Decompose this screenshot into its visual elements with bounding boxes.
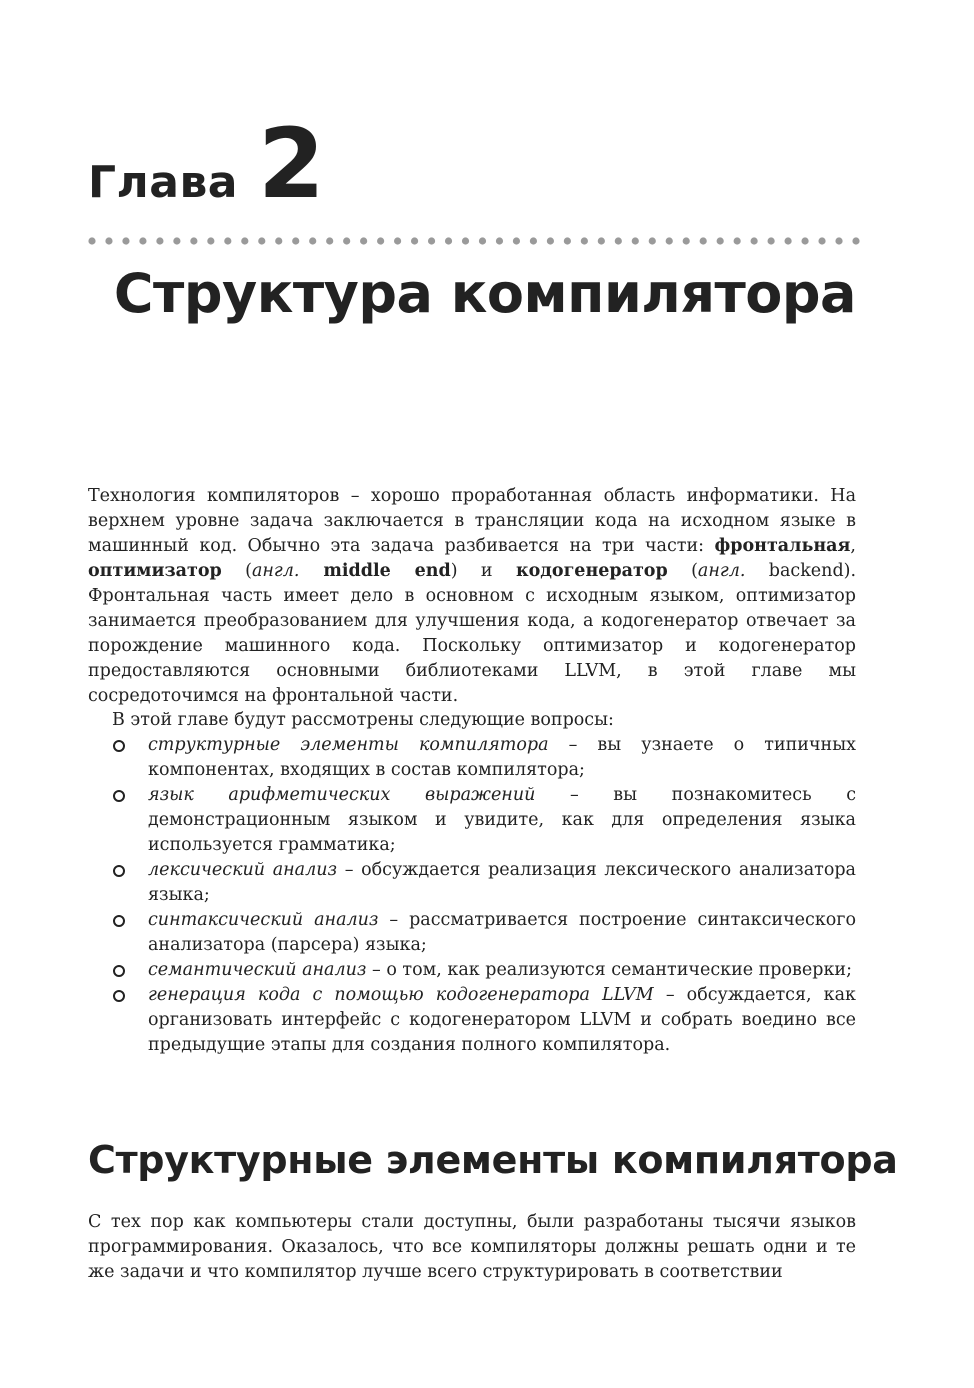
section-paragraph: С тех пор как компьютеры стали доступны, были разработаны тысячи языков программирования. Оказалось, что все компиляторы должны решать одни и те же задачи и что компилятор лучше всего структурировать в соответствии [88, 1212, 856, 1282]
divider-dot [326, 237, 333, 244]
divider-dot [122, 237, 129, 244]
divider-dot [581, 237, 588, 244]
topic-desc: – вы узнаете о типичных компонентах, входящих в состав компилятора; [148, 735, 856, 780]
divider-dot [173, 237, 180, 244]
divider-dot [241, 237, 248, 244]
divider-dot [309, 237, 316, 244]
divider-dot [275, 237, 282, 244]
list-item [88, 983, 856, 1058]
topic-term: семантический анализ [148, 960, 367, 980]
topic-term: структурные элементы компилятора [148, 735, 549, 755]
paren-open: ( [221, 561, 252, 581]
intro-text-b: Фронтальная часть имеет дело в основном с исходным языком, оптимизатор занимается преобразованием для улучшения кода, а кодогенератор отвечает за порождение машинного кода. Поскольку оптимизатор и кодогенератор предоставляются основными библиотеками LLVM, в этой главе мы сосредоточимся на фронтальной части. [88, 586, 856, 706]
divider-dot [428, 237, 435, 244]
divider-dot [717, 237, 724, 244]
divider-dot [547, 237, 554, 244]
chapter-label: Глава [88, 157, 238, 208]
divider-dot [768, 237, 775, 244]
divider-dot [258, 237, 265, 244]
divider-dot [818, 237, 825, 244]
divider-dot [649, 237, 656, 244]
term-optimizer: оптимизатор [88, 561, 222, 581]
divider-dot [683, 237, 690, 244]
divider-dot [207, 237, 214, 244]
divider-dot [445, 237, 452, 244]
separator: , [850, 536, 856, 556]
divider-dot [105, 237, 112, 244]
divider-dot [190, 237, 197, 244]
list-item [88, 783, 856, 858]
divider-dot [700, 237, 707, 244]
divider-dot [632, 237, 639, 244]
divider-dot [496, 237, 503, 244]
circle-bullet-icon [113, 915, 125, 927]
topic-desc: – рассматривается построение синтаксического анализатора (парсера) языка; [148, 910, 856, 955]
circle-bullet-icon [113, 790, 125, 802]
divider-dot [377, 237, 384, 244]
intro-text-a: Технология компиляторов – хорошо проработанная область информатики. На верхнем уровне задача заключается в трансляции кода на исходном языке в машинный код. Обычно эта задача разбивается на три части: [88, 486, 856, 556]
divider-dot [343, 237, 350, 244]
divider-dot [479, 237, 486, 244]
divider-dot [292, 237, 299, 244]
topic-list [88, 733, 856, 1058]
topic-desc: – обсуждается, как организовать интерфейс с кодогенератором LLVM и собрать воедино все предыдущие этапы для создания полного компилятора. [148, 985, 856, 1055]
divider-dot [411, 237, 418, 244]
term-codegen: кодогенератор [515, 561, 668, 581]
topic-term: синтаксический анализ [148, 910, 379, 930]
topic-term: генерация кода с помощью кодогенератора LLVM [148, 985, 654, 1005]
divider-dot [462, 237, 469, 244]
divider-dot [615, 237, 622, 244]
intro-paragraph [88, 484, 856, 709]
list-lead: В этой главе будут рассмотрены следующие вопросы: [112, 710, 614, 730]
chapter-title: Структура компилятора [113, 262, 856, 325]
paren-close-and: ) и [450, 561, 516, 581]
topic-term: лексический анализ [148, 860, 338, 880]
term-backend: backend). [745, 561, 857, 581]
divider-dot [734, 237, 741, 244]
divider-dot [530, 237, 537, 244]
list-item [88, 733, 856, 783]
topic-desc: – обсуждается реализация лексического анализатора языка; [148, 860, 856, 905]
list-item [88, 858, 856, 908]
divider-dot [224, 237, 231, 244]
topic-desc: – о том, как реализуются семантические проверки; [366, 960, 852, 980]
divider-dot [666, 237, 673, 244]
circle-bullet-icon [113, 990, 125, 1002]
dotted-divider [88, 236, 860, 246]
list-item [88, 908, 856, 958]
divider-dot [360, 237, 367, 244]
divider-dot [513, 237, 520, 244]
section-heading: Структурные элементы компилятора [88, 1138, 898, 1182]
english-abbr: англ. [251, 561, 300, 581]
list-item [88, 958, 856, 983]
divider-dot [784, 237, 791, 244]
topic-term: язык арифметических выражений [148, 785, 536, 805]
divider-dot [156, 237, 163, 244]
divider-dot [139, 237, 146, 244]
divider-dot [835, 237, 842, 244]
chapter-number: 2 [258, 108, 325, 220]
term-frontend: фронтальная [714, 536, 851, 556]
divider-dot [394, 237, 401, 244]
term-middle-end: middle end [299, 561, 451, 581]
divider-dot [852, 237, 859, 244]
divider-dot [88, 237, 95, 244]
circle-bullet-icon [113, 865, 125, 877]
circle-bullet-icon [113, 740, 125, 752]
divider-dot [598, 237, 605, 244]
divider-dot [801, 237, 808, 244]
chapter-heading [88, 108, 325, 228]
divider-dot [751, 237, 758, 244]
english-abbr: англ. [697, 561, 746, 581]
circle-bullet-icon [113, 965, 125, 977]
topic-desc: – вы познакомитесь с демонстрационным языком и увидите, как для определения языка используется грамматика; [148, 785, 856, 855]
paren-open: ( [667, 561, 698, 581]
divider-dot [564, 237, 571, 244]
